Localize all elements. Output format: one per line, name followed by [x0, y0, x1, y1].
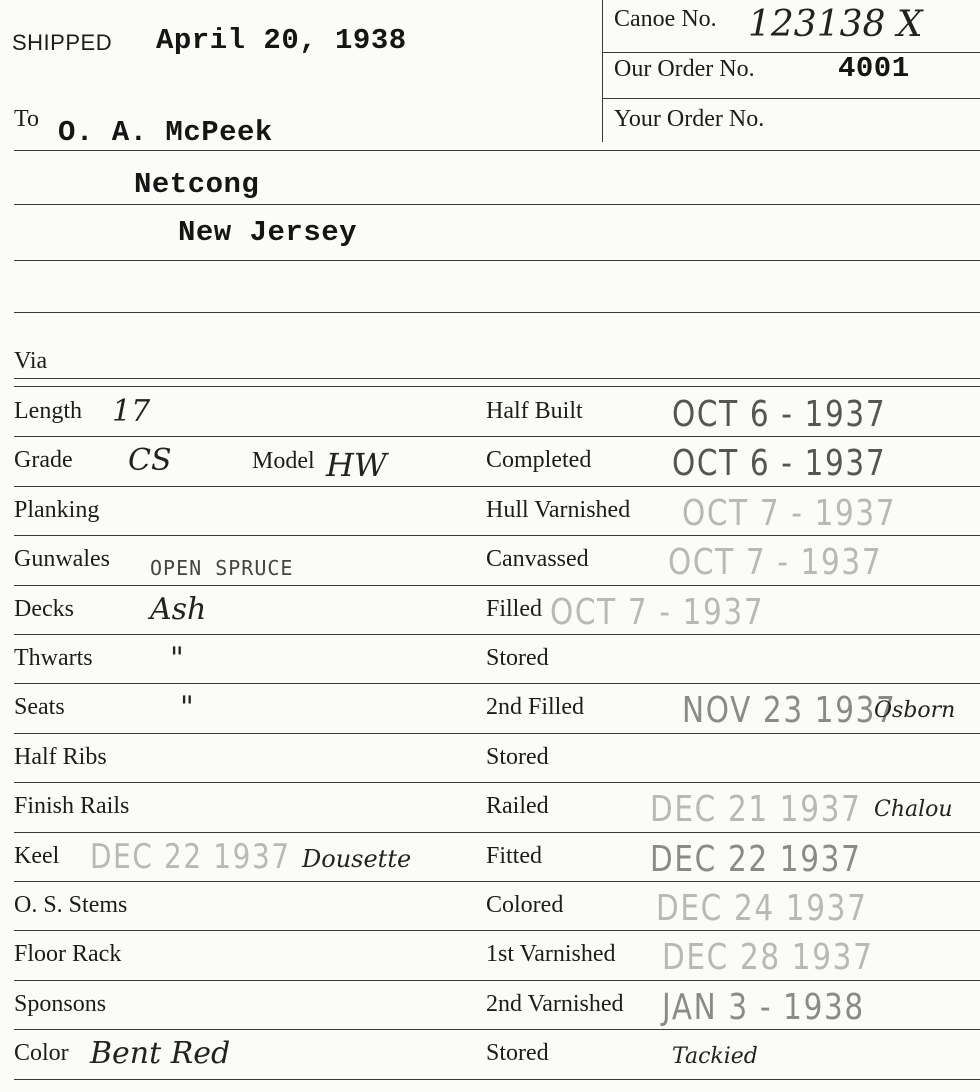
model-value: HW [326, 446, 387, 484]
left-row-value: 17 [112, 394, 151, 429]
right-row-stamp: DEC 24 1937 [656, 888, 868, 929]
left-row-label: Thwarts [14, 645, 93, 671]
row-line [14, 881, 980, 882]
our-order-label: Our Order No. [614, 56, 755, 82]
row-line [14, 634, 980, 635]
right-row-stamp: OCT 6 - 1937 [672, 394, 887, 435]
via-line-double [14, 386, 980, 387]
right-row-label: Canvassed [486, 546, 589, 573]
left-row-label: Color [14, 1040, 69, 1067]
left-row-value: " [170, 641, 184, 676]
row-line [14, 486, 980, 487]
canoe-number-value: 123138 X [748, 4, 923, 45]
shipped-date: April 20, 1938 [156, 24, 407, 57]
row-line [14, 436, 980, 437]
left-row-value: CS [128, 443, 172, 479]
right-row-label: Railed [486, 793, 549, 820]
left-row-label: Half Ribs [14, 743, 107, 770]
left-row-value: OPEN SPRUCE [150, 556, 294, 581]
right-row-signature: Tackied [672, 1044, 758, 1070]
right-row-label: Hull Varnished [486, 496, 631, 523]
right-row-stamp: JAN 3 - 1938 [662, 986, 865, 1028]
left-row-label: Decks [14, 595, 74, 622]
right-row-label: Filled [486, 595, 543, 622]
order-box-line [602, 98, 980, 99]
left-row-label: Length [14, 398, 82, 424]
to-label: To [14, 106, 39, 132]
left-row-value: DEC 22 1937 [90, 836, 291, 877]
our-order-value: 4001 [838, 52, 910, 85]
address-line [14, 204, 980, 205]
address-line [14, 312, 980, 313]
right-row-signature: Chalou [874, 797, 953, 823]
model-label: Model [252, 448, 315, 474]
right-row-label: Completed [486, 447, 592, 474]
row-line [14, 733, 980, 734]
right-row-stamp: DEC 21 1937 [650, 789, 862, 831]
recipient-name: O. A. McPeek [58, 116, 273, 149]
right-row-label: Fitted [486, 842, 543, 869]
your-order-label: Your Order No. [614, 106, 765, 132]
address-line [14, 150, 980, 151]
right-row-signature: Osborn [874, 698, 956, 724]
right-row-stamp: NOV 23 1937 [682, 690, 897, 732]
left-row-label: Planking [14, 496, 100, 523]
row-line [14, 1079, 980, 1080]
row-line [14, 832, 980, 833]
right-row-stamp: OCT 6 - 1937 [672, 443, 887, 485]
right-row-label: Colored [486, 892, 564, 918]
left-row-label: Gunwales [14, 546, 110, 573]
right-row-label: Stored [486, 1040, 549, 1067]
address-line-2: New Jersey [178, 216, 358, 249]
row-line [14, 683, 980, 684]
address-line [14, 260, 980, 261]
right-row-stamp: OCT 7 - 1937 [668, 542, 883, 584]
right-row-stamp: DEC 28 1937 [662, 937, 874, 979]
left-row-label: O. S. Stems [14, 892, 128, 918]
left-row-label: Keel [14, 842, 60, 869]
left-row-label: Floor Rack [14, 941, 122, 968]
right-row-stamp: DEC 22 1937 [650, 838, 862, 880]
left-row-label: Seats [14, 694, 65, 721]
via-label: Via [14, 348, 48, 374]
right-row-label: Stored [486, 645, 549, 671]
address-line-1: Netcong [134, 168, 260, 201]
shipped-label: SHIPPED [12, 30, 113, 55]
row-line [14, 980, 980, 981]
row-line [14, 535, 980, 536]
via-line [14, 378, 980, 379]
right-row-label: Stored [486, 743, 549, 770]
row-line [14, 782, 980, 783]
left-row-value: " [180, 690, 194, 726]
left-row-value: Ash [150, 591, 207, 627]
row-line [14, 930, 980, 931]
left-row-label: Finish Rails [14, 793, 130, 820]
canoe-number-label: Canoe No. [614, 6, 717, 32]
right-row-stamp: OCT 7 - 1937 [682, 492, 897, 534]
order-box-line [602, 52, 980, 53]
right-row-label: Half Built [486, 398, 583, 424]
right-row-stamp: OCT 7 - 1937 [550, 591, 765, 633]
left-row-value: Bent Red [90, 1036, 231, 1072]
order-box-divider [602, 0, 603, 142]
left-row-signature: Dousette [302, 844, 412, 873]
row-line [14, 1029, 980, 1030]
right-row-label: 1st Varnished [486, 941, 616, 968]
row-line [14, 585, 980, 586]
left-row-label: Grade [14, 447, 73, 474]
right-row-label: 2nd Varnished [486, 990, 624, 1017]
right-row-label: 2nd Filled [486, 694, 585, 721]
left-row-label: Sponsons [14, 990, 107, 1017]
